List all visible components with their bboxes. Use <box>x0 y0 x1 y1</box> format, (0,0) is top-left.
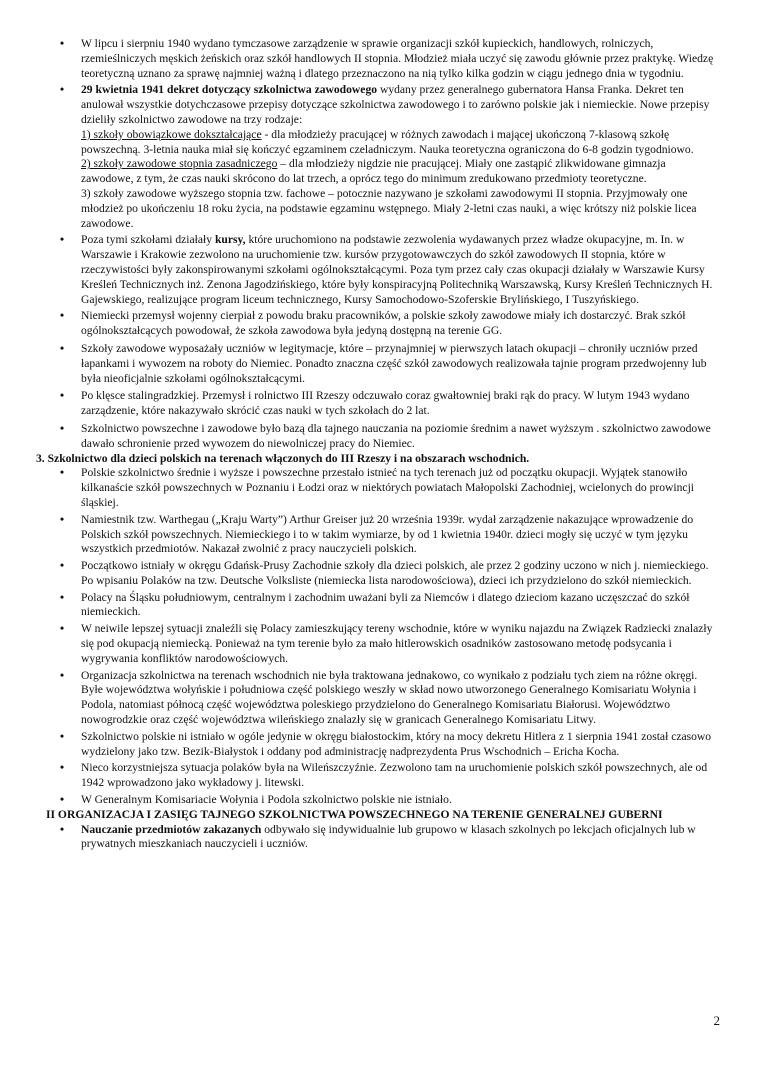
list-item-kursy <box>0 233 760 307</box>
paragraph-text: Szkolnictwo powszechne i zawodowe było bazą dla tajnego nauczania na poziomie średnim a nawet wyższym . szkolnictwo zawodowe dawało schronienie przed wywozem do niewolniczej pracy do Niemiec. <box>81 421 711 450</box>
list-item <box>0 669 760 728</box>
forbidden-subjects-title: Nauczanie przedmiotów zakazanych <box>81 822 262 836</box>
bullet-icon: • <box>60 729 65 743</box>
list-item <box>0 622 760 666</box>
bullet-icon: • <box>60 466 65 480</box>
list-item <box>0 309 760 339</box>
paragraph-text: Szkolnictwo polskie ni istniało w ogóle jedynie w okręgu białostockim, który na mocy dekretu Hitlera z 1 sierpnia 1941 został czasowo wydzielony jako tzw. Bezik-Białystok i oddany pod administrację nadprezydenta Prus Wschodnich – Ericha Kocha. <box>81 729 712 758</box>
list-item <box>0 793 760 808</box>
paragraph-text: Szkoły zawodowe wyposażały uczniów w legitymacje, które – przynajmniej w pierwszych latach okupacji – chroniły uczniów przed łapankami i wywozem na roboty do Niemiec. Ponadto znaczna część szkół zawodowych realizowała tajnie program przedwojenny lub była nieoficjalnie szkołami ogólnokształcącymi. <box>81 341 707 385</box>
bullet-icon: • <box>60 341 65 355</box>
bullet-icon: • <box>60 83 65 97</box>
paragraph-text: Po klęsce stalingradzkiej. Przemysł i rolnictwo III Rzeszy odczuwało coraz gwałtowniej braki rąk do pracy. W lutym 1943 wydano zarządzenie, które nakazywało skrócić czas nauki w tych szkołach do 2 lat. <box>81 389 690 418</box>
bullet-icon: • <box>60 421 65 435</box>
page-number: 2 <box>713 1013 720 1028</box>
list-item <box>0 466 760 510</box>
list-item <box>0 591 760 621</box>
list-item <box>0 559 760 589</box>
decree-type3-text: 3) szkoły zawodowe wyższego stopnia tzw. fachowe – potocznie nazywano je szkołami zawodowymi II stopnia. Przyjmowały one młodzież po ukończeniu 18 roku życia, na podstawie egzaminu wstępnego. Miały 2-letni czas nauki, a więc krótszy niż polskie licea zawodowe. <box>81 186 697 230</box>
bullet-icon: • <box>60 622 65 636</box>
bullet-icon: • <box>60 822 65 836</box>
bullet-icon: • <box>60 668 65 682</box>
decree-type1-text: - dla młodzieży pracującej w różnych zawodach i mającej ukończoną 7-klasową szkołę powszechną. 3-letnia nauka miał się kończyć egzaminem czeladniczym. Nauka teoretyczna ograniczona do 6-8 godzin tygodniowo. <box>81 127 694 156</box>
kursy-after: które uruchomiono na podstawie zezwolenia wydawanych przez władze okupacyjne, m. In. w Warszawie i Krakowie zezwolono na uruchomienie tzw. kursów przygotowawczych do szkół zawodowych II stopnia, które w rzeczywistości były zakonspirowanymi szkołami ogólnokształcącymi. Poza tym przez cały czas okupacji działały w Warszawie Kursy Kreśleń Technicznych inż. Zenona Jagodzińskiego, które były konspiracyjną Politechniką Warszawską, Kursy Kreśleń Technicznych H. Gajewskiego, realizujące program liceum technicznego, Kursy Samochodowo-Szoferskie Brylińskiego, I Tuszyńskiego. <box>81 233 713 306</box>
bullet-icon: • <box>60 559 65 573</box>
decree-title: 29 kwietnia 1941 dekret dotyczący szkolnictwa zawodowego <box>81 83 378 97</box>
decree-type2-text: – dla młodzieży nigdzie nie pracującej. Miały one zastąpić zlikwidowane gimnazja zawodowe, z tym, że czas nauki skrócono do lat trzech, a oprócz tego do minimum zredukowano przedmioty teoretyczne. <box>81 157 666 186</box>
bullet-icon: • <box>60 590 65 604</box>
decree-type1-title: 1) szkoły obowiązkowe dokształcające <box>81 127 262 141</box>
list-item <box>0 422 760 452</box>
bullet-icon: • <box>60 37 65 50</box>
bullet-icon: • <box>60 233 65 247</box>
kursy-before: Poza tymi szkołami działały <box>81 233 215 247</box>
section-II-heading: II ORGANIZACJA I ZASIĘG TAJNEGO SZKOLNICTWA POWSZECHNEGO NA TERENIE GENERALNEJ GUBERNI <box>46 807 663 821</box>
decree-intro: wydany przez generalnego gubernatora Hansa Franka. Dekret ten anulował wszystkie dotychczasowe przepisy dotyczące szkolnictwa zawodowego i to zarówno polskie jak i niemieckie. Nowe przepisy dzieliły szkolnictwo zawodowe na trzy rodzaje: <box>81 83 710 126</box>
list-item <box>0 823 760 853</box>
paragraph-text: Niemiecki przemysł wojenny cierpiał z powodu braku pracowników, a polskie szkoły zawodowe miały ich dostarczyć. Brak szkół ogólnokształcących powodował, że szkoła zawodowa była jedyną dostępną na terenie GG. <box>81 309 686 338</box>
bullet-icon: • <box>60 389 65 403</box>
paragraph-text: Organizacja szkolnictwa na terenach wschodnich nie była traktowana jednakowo, co wynikało z podziału tych ziem na różne okręgi. Byłe województwa wołyńskie i południowa część polskiego weszły w skład nowo utworzonego Generalnego Komisariatu Wołynia i Podola, natomiast północą część województwa poleskiego przydzielono do Generalnego Komisariatu Białorusi. Województwo nowogrodzkie oraz część województwa wileńskiego znalazły się w granicach Generalnego Komisariatu Litwy. <box>81 668 698 727</box>
list-item-decree <box>0 83 760 231</box>
paragraph-text: W neiwile lepszej sytuacji znaleźli się Polacy zamieszkujący tereny wschodnie, które w wyniku najazdu na Związek Radziecki znalazły się pod okupacją niemiecką. Ponieważ na tym terenie było za mało hitlerowskich osadników zastosowano metodę podsycania i wygrywania konfliktów narodowościowych. <box>81 622 713 665</box>
paragraph-text: Początkowo istniały w okręgu Gdańsk-Prusy Zachodnie szkoły dla dzieci polskich, ale przez 2 godziny uczono w nich j. niemieckiego. Po wpisaniu Polaków na tzw. Deutsche Volksliste (niemiecka lista narodowościowa), dzieci ich przydzielono do szkół niemieckich. <box>81 559 709 587</box>
section-3-heading: 3. Szkolnictwo dla dzieci polskich na terenach włączonych do III Rzeszy i na obszarach wschodnich. <box>36 451 530 465</box>
bullet-list-annexed-territories <box>0 466 760 808</box>
bullet-list-vocational <box>0 0 760 452</box>
paragraph-text: W lipcu i sierpniu 1940 wydano tymczasowe zarządzenie w sprawie organizacji szkół kupieckich, handlowych, rolniczych, rzemieślniczych męskich żeńskich oraz szkół handlowych II stopnia. Młodzież miała uczyć się zawodu głównie przez praktykę. Wiedzę teoretyczną uznano za sprawę najmniej ważną i dlatego przeznaczono na nią tylko kilka godzin w ciągu jednego dnia w tygodniu. <box>81 37 714 80</box>
list-item <box>0 37 760 81</box>
decree-type2-title: 2) szkoły zawodowe stopnia zasadniczego <box>81 157 278 171</box>
bullet-list-secret-teaching <box>0 823 760 853</box>
forbidden-subjects-text: odbywało się indywidualnie lub grupowo w klasach szkolnych po lekcjach oficjalnych lub w prywatnych mieszkaniach nauczycieli i uczniów. <box>81 822 696 851</box>
list-item <box>0 513 760 557</box>
bullet-icon: • <box>60 793 65 807</box>
list-item <box>0 730 760 760</box>
kursy-bold: kursy, <box>214 233 246 247</box>
paragraph-text: Namiestnik tzw. Warthegau („Kraju Warty”) Arthur Greiser już 20 września 1939r. wydał zarządzenie nakazujące wprowadzenie do Polskich szkół powszechnych. Niemieckiego i to w takim wymiarze, by od 1 kwietnia 1940r. dzieci mogły się uczyć w tym języku wszystkich przedmiotów. Nakazał zwolnić z pracy nauczycieli polskich. <box>81 512 694 556</box>
list-item <box>0 761 760 791</box>
bullet-icon: • <box>60 761 65 775</box>
bullet-icon: • <box>60 512 65 526</box>
paragraph-text: Nieco korzystniejsza sytuacja polaków była na Wileńszczyźnie. Zezwolono tam na uruchomienie polskich szkół powszechnych, ale od 1942 wprowadzono jako wykładowy j. litewski. <box>81 761 708 790</box>
bullet-icon: • <box>60 309 65 323</box>
list-item <box>0 389 760 419</box>
list-item <box>0 342 760 386</box>
paragraph-text: Polskie szkolnictwo średnie i wyższe i powszechne przestało istnieć na tych terenach już od początku okupacji. Wyjątek stanowiło kilkanaście szkół powszechnych w Poznaniu i Łodzi oraz w niektórych powiatach Małopolski Zachodniej, wcielonych do prowincji śląskiej. <box>81 466 695 509</box>
paragraph-text: Polacy na Śląsku południowym, centralnym i zachodnim uważani byli za Niemców i dlatego dzieciom kazano uczęszczać do szkół niemieckich. <box>81 590 690 619</box>
paragraph-text: W Generalnym Komisariacie Wołynia i Podola szkolnictwo polskie nie istniało. <box>81 793 452 807</box>
